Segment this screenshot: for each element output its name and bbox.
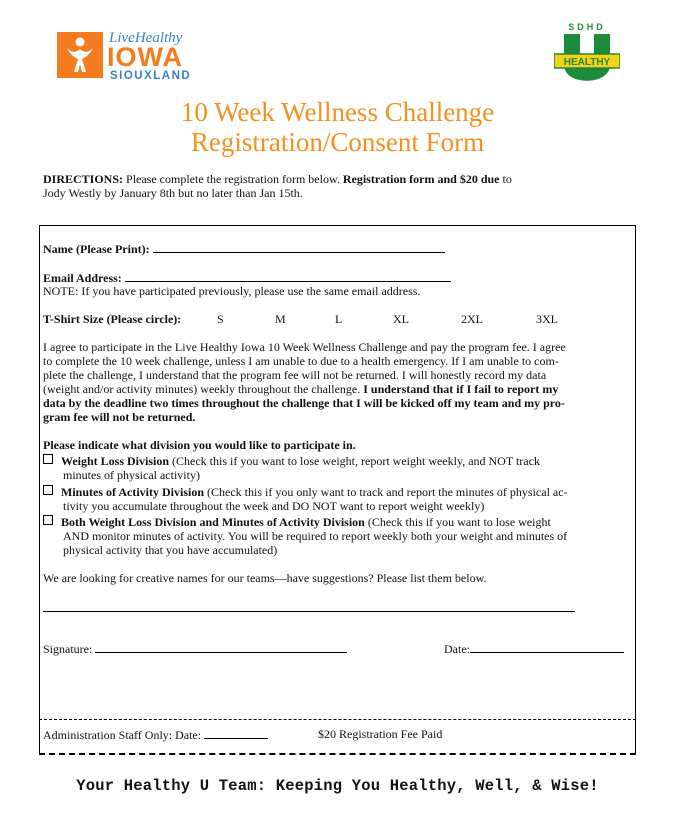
- live-healthy-iowa-logo: [57, 28, 192, 84]
- size-xl[interactable]: XL: [393, 312, 409, 326]
- email-note: NOTE: If you have participated previously, please use the same email address.: [43, 284, 421, 298]
- directions-label: DIRECTIONS:: [43, 172, 124, 186]
- size-l[interactable]: L: [335, 312, 343, 326]
- size-s[interactable]: S: [217, 312, 224, 326]
- form-title-line2: Registration/Consent Form: [190, 127, 485, 157]
- logo-script-text: LiveHealthy: [109, 30, 183, 46]
- division-prompt: Please indicate what division you would like to participate in.: [43, 438, 356, 452]
- admin-date-field[interactable]: [204, 727, 268, 739]
- directions-bold: Registration form and $20 due: [342, 172, 500, 186]
- admin-row: Administration Staff Only: Date:: [43, 727, 268, 742]
- healthy-u-logo: [554, 22, 620, 88]
- date-row: Date:: [444, 641, 624, 656]
- signature-row: Signature:: [43, 641, 347, 656]
- division-option-weight: Weight Loss Division (Check this if you want to lose weight, report weight weekly, and NOT track minutes of physical activity): [43, 454, 635, 482]
- division-option-both: Both Weight Loss Division and Minutes of Activity Division (Check this if you want to lose weight AND monitor minutes of activity. You will be required to report weekly both your weight and minutes of physical activity that you have accumulated): [43, 515, 635, 557]
- minutes-division-checkbox[interactable]: [43, 485, 53, 495]
- agreement-text: I agree to participate in the Live Healthy Iowa 10 Week Wellness Challenge and pay the program fee. I agree to complete the 10 week challenge, unless I am unable to due to a health emergency. If I am unable to com- plete the challenge, I understand that the program fee will not be returned. I will honestly record my data (weight and/or activity minutes) weekly throughout the challenge. I understand that if I fail to report my data by the deadline two times throughout the challenge that I will be kicked off my team and my pro- gram fee will not be returned.: [43, 340, 566, 424]
- weight-division-checkbox[interactable]: [43, 454, 53, 464]
- directions-line2: Jody Westly by January 8th but no later than Jan 15th.: [43, 186, 303, 200]
- date-field[interactable]: [470, 641, 624, 653]
- email-row: [43, 270, 451, 285]
- signature-field[interactable]: [95, 641, 347, 653]
- division-option-minutes: Minutes of Activity Division (Check this if you only want to track and report the minutes of physical ac- tivity you accumulate throughout the week and DO NOT want to report weight weekly): [43, 485, 635, 513]
- directions-text: Please complete the registration form below.: [123, 172, 343, 186]
- directions: [43, 172, 633, 200]
- fee-paid-label: $20 Registration Fee Paid: [318, 727, 443, 741]
- team-names-field[interactable]: [43, 611, 575, 612]
- tshirt-label: T-Shirt Size (Please circle):: [43, 312, 182, 326]
- logo-state-text: IOWA: [107, 42, 183, 72]
- team-names-prompt: We are looking for creative names for our teams—have suggestions? Please list them below.: [43, 571, 487, 585]
- form-title-line1: 10 Week Wellness Challenge: [180, 97, 495, 127]
- size-2xl[interactable]: 2XL: [461, 312, 483, 326]
- size-3xl[interactable]: 3XL: [536, 312, 558, 326]
- form-bottom-border: [39, 753, 636, 755]
- name-label: Name (Please Print):: [43, 242, 150, 256]
- both-division-checkbox[interactable]: [43, 515, 53, 525]
- logo-region-text: SIOUXLAND: [110, 70, 192, 82]
- name-row: [43, 241, 445, 256]
- footer-slogan: Your Healthy U Team: Keeping You Healthy, Well, & Wise!: [76, 777, 599, 795]
- figure-icon: [57, 32, 103, 78]
- admin-divider: [39, 719, 636, 720]
- directions-text-end: to: [499, 172, 512, 186]
- svg-text:HEALTHY: HEALTHY: [563, 57, 611, 68]
- name-field[interactable]: [153, 241, 445, 253]
- size-m[interactable]: M: [275, 312, 286, 326]
- email-field[interactable]: [125, 270, 451, 282]
- email-label: Email Address:: [43, 271, 122, 285]
- logo-sdhd-text: SDHD: [568, 22, 606, 32]
